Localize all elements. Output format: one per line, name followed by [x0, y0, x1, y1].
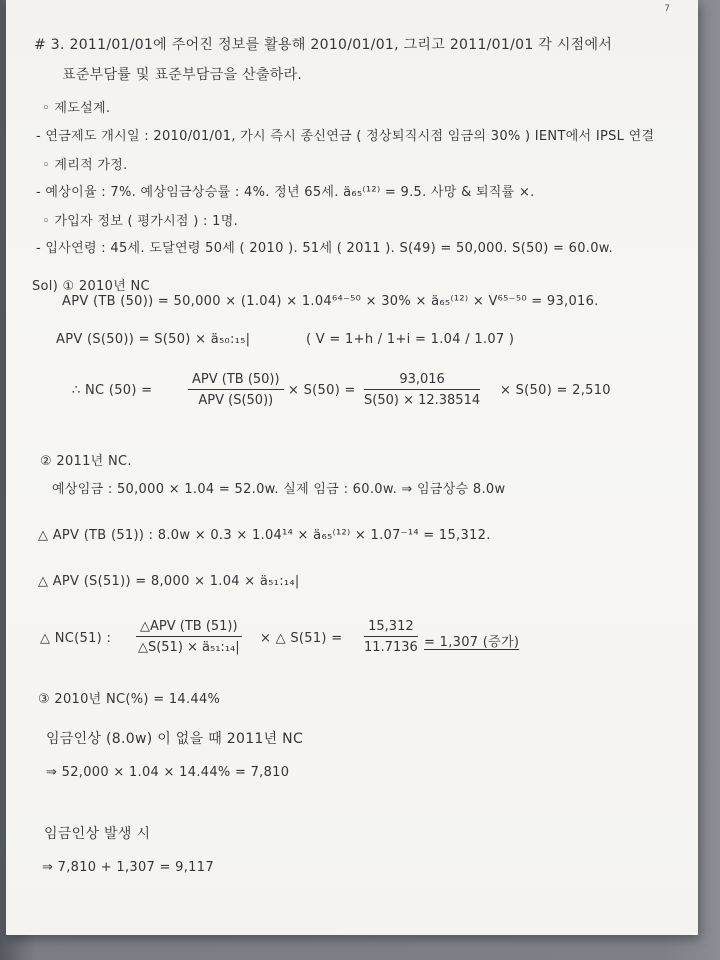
page-corner-mark: 7 — [664, 4, 670, 14]
solution-step-3-heading: ③ 2010년 NC(%) = 14.44% — [38, 692, 221, 707]
nc-50-multiplier: × S(50) = — [288, 383, 356, 398]
discount-v-definition: ( V = 1+h / 1+i = 1.04 / 1.07 ) — [306, 332, 515, 347]
delta-nc-51-result: = 1,307 (증가) — [424, 635, 520, 650]
solution-step-2-heading: ② 2011년 NC. — [40, 454, 132, 469]
problem-title-line-1: # 3. 2011/01/01에 주어진 정보를 활용해 2010/01/01, 그리고 2011/01/01 각 시점에서 — [34, 37, 613, 53]
nc-50-fraction-denominator: APV (S(50)) — [198, 393, 274, 408]
delta-nc-51-value-fraction — [364, 619, 418, 655]
section-member-info: ◦ 가입자 정보 ( 평가시점 ) : 1명. — [42, 214, 239, 229]
plan-design-detail: - 연금제도 개시일 : 2010/01/01, 가시 즉시 종신연금 ( 정상퇴직시점 임금의 30% ) IENT에서 IPSL 연결 — [36, 129, 655, 144]
nc-50-value-denominator: S(50) × 12.38514 — [364, 393, 481, 408]
notebook-page — [6, 0, 698, 935]
section-plan-design: ◦ 제도설계. — [42, 101, 111, 116]
solution-step-1-heading: Sol) ① 2010년 NC — [32, 279, 150, 294]
nc-50-value-numerator: 93,016 — [364, 372, 480, 390]
raise-occurs-label: 임금인상 발생 시 — [44, 826, 151, 842]
problem-title-line-2: 표준부담률 및 표준부담금을 산출하라. — [62, 67, 303, 83]
apv-s-50-equation: APV (S(50)) = S(50) × ä₅₀:₁₅| — [56, 332, 251, 347]
nc-50-value-fraction — [364, 372, 480, 408]
delta-nc-51-value-numerator: 15,312 — [364, 619, 418, 637]
delta-nc-51-label: △ NC(51) : — [40, 631, 112, 646]
delta-nc-51-multiplier: × △ S(51) = — [260, 631, 343, 646]
salary-increase-line: 예상임금 : 50,000 × 1.04 = 52.0w. 실제 임금 : 60.0w. ⇒ 임금상승 8.0w — [52, 482, 506, 497]
no-raise-nc-label: 임금인상 (8.0w) 이 없을 때 2011년 NC — [46, 731, 304, 747]
section-actuarial-assumptions: ◦ 계리적 가정. — [42, 158, 128, 173]
member-info-detail: - 입사연령 : 45세. 도달연령 50세 ( 2010 ). 51세 ( 2011 ). S(49) = 50,000. S(50) = 60.0w. — [36, 241, 613, 256]
nc-50-fraction-numerator: APV (TB (50)) — [188, 372, 284, 390]
delta-nc-51-denominator: △S(51) × ä₅₁:₁₄| — [137, 640, 240, 655]
nc-50-fraction — [188, 372, 284, 408]
delta-apv-tb-51-equation: △ APV (TB (51)) : 8.0w × 0.3 × 1.04¹⁴ × ä₆₅⁽¹²⁾ × 1.07⁻¹⁴ = 15,312. — [38, 528, 491, 543]
delta-nc-51-fraction — [136, 619, 242, 655]
delta-apv-s-51-equation: △ APV (S(51)) = 8,000 × 1.04 × ä₅₁:₁₄| — [38, 574, 300, 589]
nc-50-label: ∴ NC (50) = — [72, 383, 153, 398]
delta-nc-51-value-denominator: 11.7136 — [364, 640, 418, 655]
nc-50-result: × S(50) = 2,510 — [500, 383, 611, 398]
actuarial-assumptions-detail: - 예상이율 : 7%. 예상임금상승률 : 4%. 정년 65세. ä₆₅⁽¹²⁾ = 9.5. 사망 & 퇴직률 ×. — [36, 185, 535, 200]
no-raise-nc-equation: ⇒ 52,000 × 1.04 × 14.44% = 7,810 — [46, 765, 290, 780]
delta-nc-51-numerator: △APV (TB (51)) — [136, 619, 242, 637]
final-nc-equation: ⇒ 7,810 + 1,307 = 9,117 — [42, 860, 214, 875]
apv-tb-50-equation: APV (TB (50)) = 50,000 × (1.04) × 1.04⁶⁴⁻⁵⁰ × 30% × ä₆₅⁽¹²⁾ × V⁶⁵⁻⁵⁰ = 93,016. — [62, 294, 599, 309]
